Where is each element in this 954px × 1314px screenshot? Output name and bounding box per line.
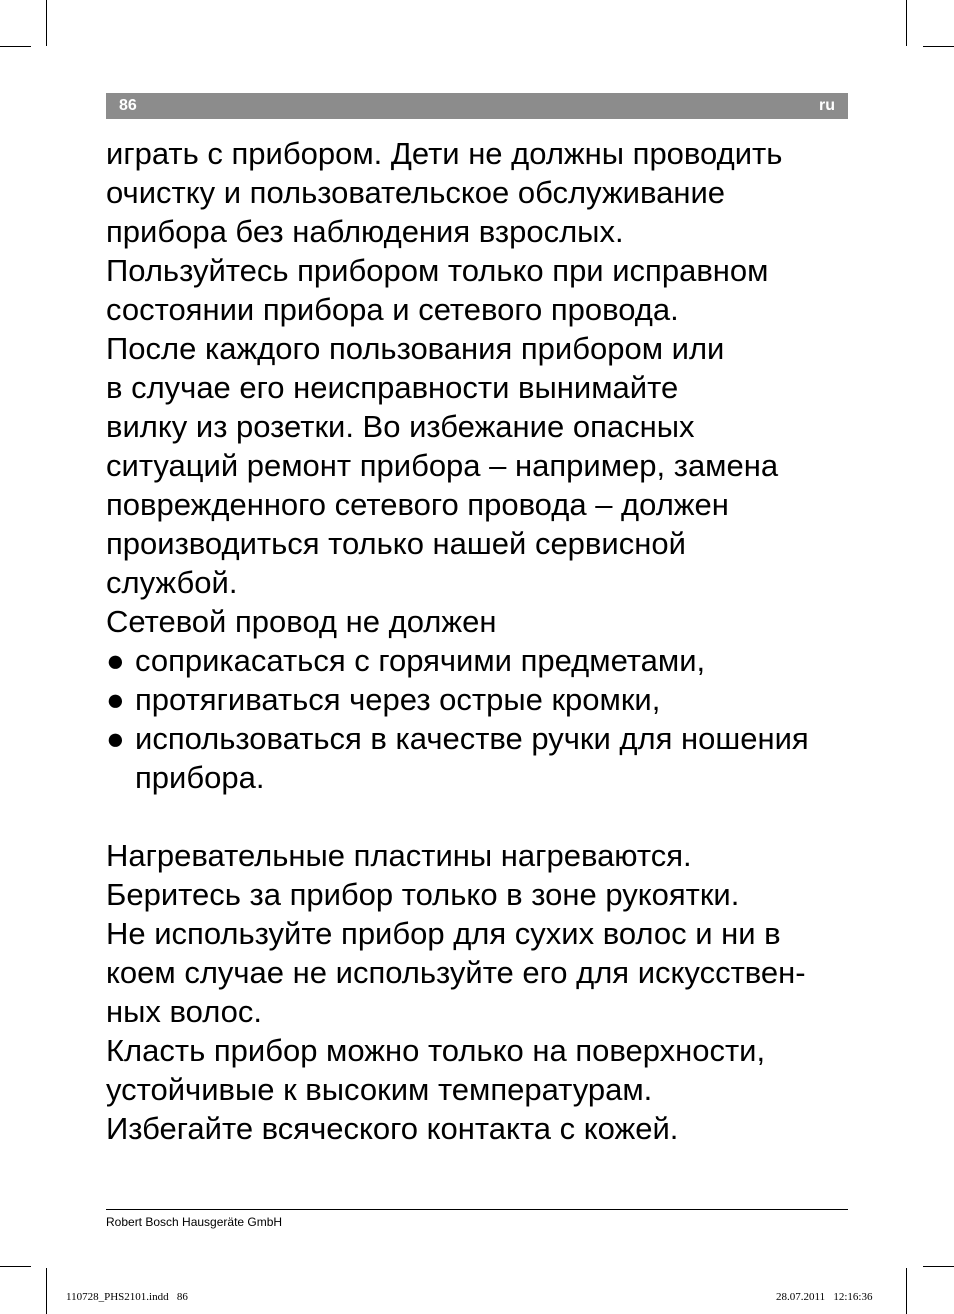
text-line: Сетевой провод не должен	[106, 604, 497, 639]
text-line: коем случае не используйте его для искусствен-	[106, 955, 806, 990]
text-line: играть с прибором. Дети не должны проводить	[106, 136, 783, 171]
text-line: устойчивые к высоким температурам.	[106, 1072, 653, 1107]
bullet-text: протягиваться через острые кромки,	[135, 682, 661, 717]
header-bar	[106, 93, 848, 119]
body-text	[106, 134, 866, 1148]
bullet-text: соприкасаться с горячими предметами,	[135, 643, 706, 678]
page-number: 86	[119, 97, 137, 114]
text-line: состоянии прибора и сетевого провода.	[106, 292, 679, 327]
text-line: прибора без наблюдения взрослых.	[106, 214, 624, 249]
print-slug-filename: 110728_PHS2101.indd 86	[66, 1291, 188, 1303]
crop-mark-bottom-right-horizontal	[923, 1266, 954, 1267]
print-slug-timestamp: 28.07.2011 12:16:36	[776, 1291, 873, 1303]
crop-mark-bottom-left-vertical	[46, 1268, 47, 1314]
bullet-icon: ●	[106, 643, 125, 678]
text-line: производиться только нашей сервисной	[106, 526, 686, 561]
bullet-icon: ●	[106, 682, 125, 717]
bullet-continuation: прибора.	[135, 760, 265, 795]
text-line: Избегайте всяческого контакта с кожей.	[106, 1111, 679, 1146]
text-line: ных волос.	[106, 994, 262, 1029]
bullet-item	[106, 680, 866, 719]
language-code: ru	[819, 97, 835, 114]
text-line: Пользуйтесь прибором только при исправном	[106, 253, 769, 288]
text-line: Класть прибор можно только на поверхности,	[106, 1033, 766, 1068]
paragraph-spacer	[106, 797, 866, 836]
footer-company-name: Robert Bosch Hausgeräte GmbH	[106, 1215, 283, 1229]
crop-mark-bottom-left-horizontal	[0, 1266, 31, 1267]
crop-mark-top-left-vertical	[46, 0, 47, 46]
text-line: вилку из розетки. Во избежание опасных	[106, 409, 695, 444]
crop-mark-top-right-horizontal	[923, 46, 954, 47]
footer-divider	[106, 1209, 848, 1210]
text-line: ситуаций ремонт прибора – например, замена	[106, 448, 779, 483]
bullet-item	[106, 641, 866, 680]
bullet-item	[106, 719, 866, 758]
text-line: службой.	[106, 565, 238, 600]
text-line: Нагревательные пластины нагреваются.	[106, 838, 692, 873]
text-line: Не используйте прибор для сухих волос и ни в	[106, 916, 781, 951]
crop-mark-top-right-vertical	[906, 0, 907, 46]
text-line: Беритесь за прибор только в зоне рукоятки.	[106, 877, 740, 912]
text-line: После каждого пользования прибором или	[106, 331, 725, 366]
text-line: поврежденного сетевого провода – должен	[106, 487, 729, 522]
bullet-icon: ●	[106, 721, 125, 756]
text-line: очистку и пользовательское обслуживание	[106, 175, 726, 210]
crop-mark-top-left-horizontal	[0, 46, 31, 47]
bullet-text: использоваться в качестве ручки для ношения	[135, 721, 809, 756]
text-line: в случае его неисправности вынимайте	[106, 370, 679, 405]
crop-mark-bottom-right-vertical	[906, 1268, 907, 1314]
